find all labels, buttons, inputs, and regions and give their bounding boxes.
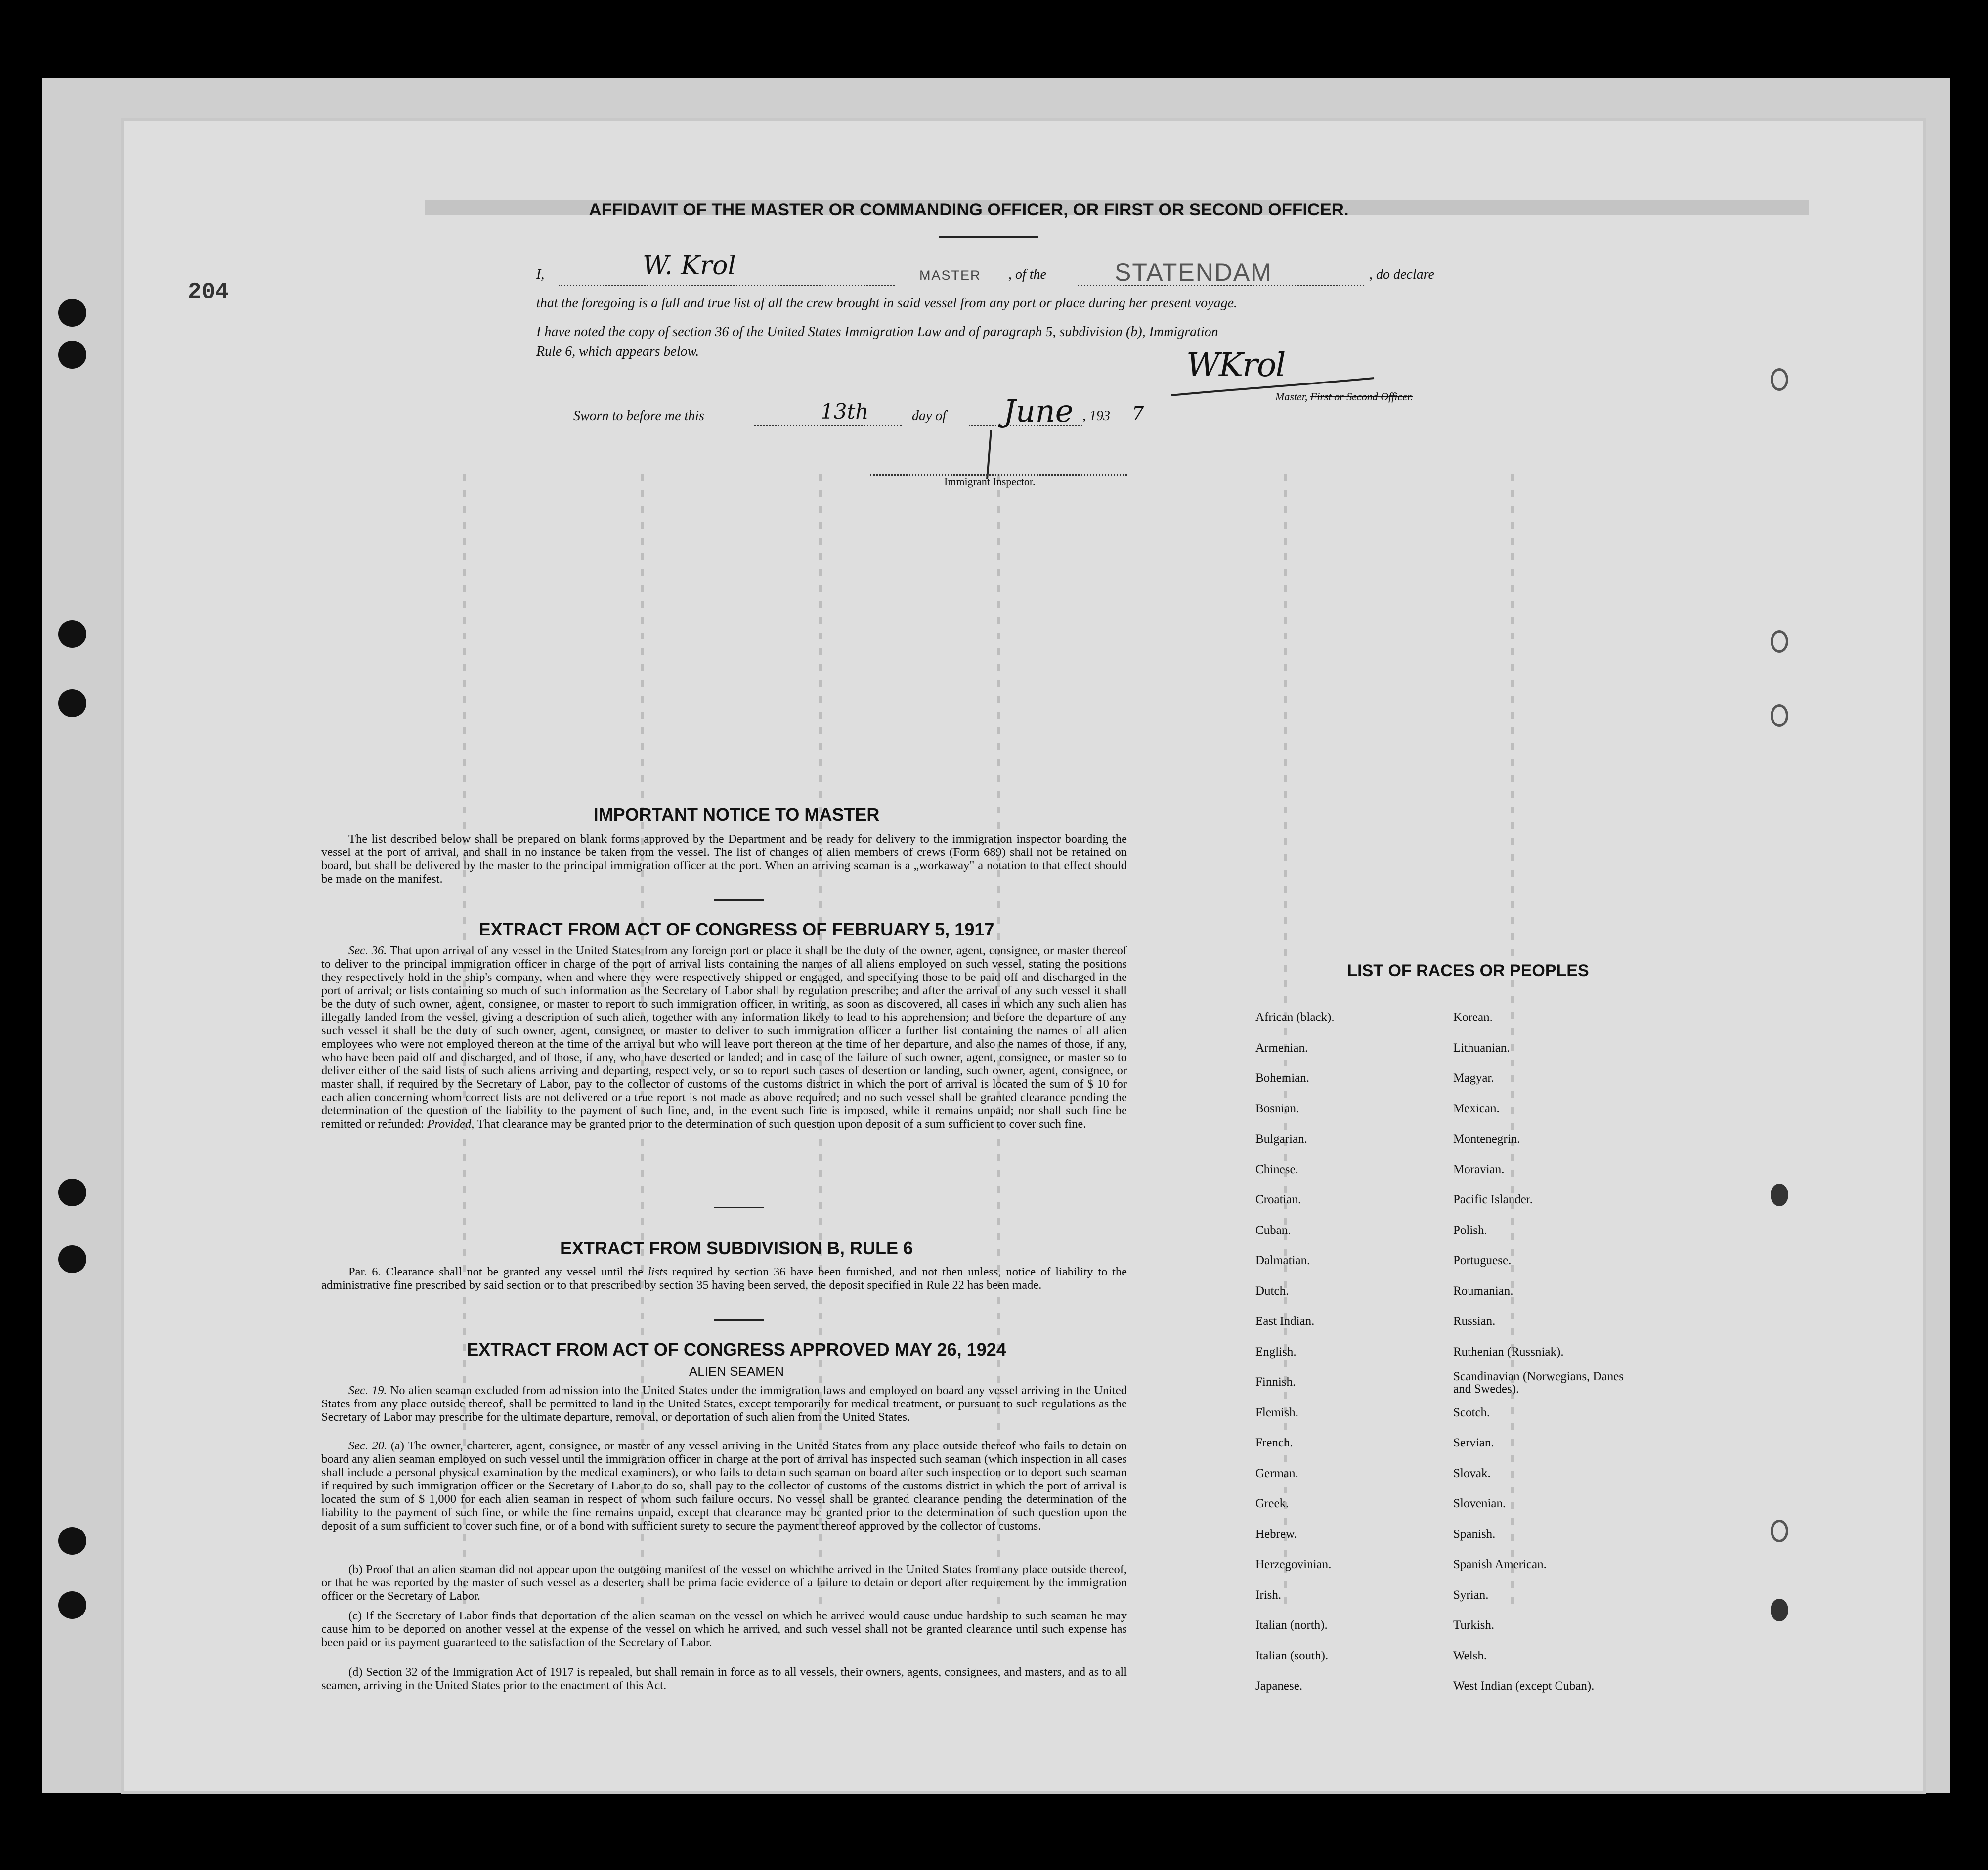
sec-19-label: Sec. 19. [348, 1384, 387, 1397]
signer-role-master: Master, [1275, 390, 1308, 403]
binder-hole [58, 1245, 86, 1273]
binder-hole [58, 689, 86, 717]
race-item: Magyar. [1453, 1071, 1494, 1085]
sec-20d-text: (d) Section 32 of the Immigration Act of 1917 is repealed, but shall remain in force as to all vessels, their owners, agents, consignees, and masters, and as to all seamen, arriving in the United States prior to the enactment of this Act. [321, 1665, 1127, 1692]
sworn-year-digit: 7 [1132, 403, 1144, 425]
race-item: Greek. [1255, 1497, 1289, 1510]
race-item: Pacific Islander. [1453, 1193, 1533, 1206]
race-item: Scandinavian (Norwegians, Danes and Swedes). [1453, 1370, 1624, 1396]
act-1924-heading: EXTRACT FROM ACT OF CONGRESS APPROVED MAY 26, 1924 [467, 1339, 1006, 1360]
race-item: Montenegrin. [1453, 1132, 1520, 1146]
binder-hole [58, 1591, 86, 1619]
race-item: West Indian (except Cuban). [1453, 1679, 1595, 1693]
race-item: Cuban. [1255, 1223, 1291, 1237]
race-item: Welsh. [1453, 1649, 1487, 1662]
race-item: Mexican. [1453, 1102, 1500, 1115]
of-the-text: , of the [1008, 267, 1046, 282]
race-item: Bosnian. [1255, 1102, 1299, 1115]
sec-36-body: That upon arrival of any vessel in the United States from any foreign port or place it shall be the duty of the owner, agent, consignee, or master thereof to deliver to the principal immigration officer in charge of the port of arrival lists containing the names of all aliens employed on such vessel, stating the positions they respectively hold in the ship's company, when and where they were respectively shipped or engaged, and specifying those to be paid off and discharged in the port of arrival; or lists containing so much of such information as the Secretary of Labor shall by regulation prescribe; and after the arrival of any such vessel it shall be the duty of such owner, agent, consignee, or master to report to such immigration officer, in writing, as soon as discovered, all cases in which any such alien has illegally landed from the vessel, giving a description of such alien, together with any information likely to lead to his apprehension; and before the departure of any such vessel it shall be the duty of such owner, agent, consignee, or master to deliver to such immigration officer a further list containing the names of all alien employees who were not employed thereon at the time of the arrival but who will leave port thereon at the time of her departure, and also the names of those, if any, who have been paid off and discharged, and of those, if any, who have deserted or landed; and in case of the failure of such owner, agent, consignee, or master so to deliver either of the said lists of such aliens arriving and departing, respectively, or so to report such cases of desertion or landing, such owner, agent, consignee, or master shall, if required by the Secretary of Labor, pay to the collector of customs of the customs district in which the port of arrival is located the sum of $ 10 for each alien concerning whom correct lists are not delivered or a true report is not made as above required; and no such vessel shall be granted clearance pending the determination of the question of the liability to the payment of such fine, and, in the event such fine is imposed, while it remains unpaid; nor shall such fine be remitted or refunded: [321, 944, 1127, 1131]
affidavit-line-4: Rule 6, which appears below. [536, 344, 699, 359]
race-item: Spanish American. [1453, 1558, 1547, 1571]
master-signature: WKrol [1186, 346, 1285, 384]
race-item: Flemish. [1255, 1405, 1298, 1419]
day-of-text: day of [912, 408, 947, 424]
binder-hole [58, 299, 86, 327]
race-item: Dutch. [1255, 1284, 1289, 1298]
rule-6-heading: EXTRACT FROM SUBDIVISION B, RULE 6 [560, 1238, 913, 1258]
race-item: Moravian. [1453, 1162, 1505, 1176]
binder-hole [58, 341, 86, 369]
race-item: Dalmatian. [1255, 1254, 1310, 1267]
race-item: Italian (south). [1255, 1649, 1329, 1662]
race-item: Slovak. [1453, 1466, 1491, 1480]
master-name-handwritten: W. Krol [643, 251, 736, 281]
signer-role-struck: First or Second Officer. [1310, 390, 1413, 403]
race-item: Armenian. [1255, 1041, 1308, 1055]
race-item: Turkish. [1453, 1618, 1495, 1632]
section-rule [714, 1207, 764, 1208]
affidavit-line-3: I have noted the copy of section 36 of the United States Immigration Law and of paragraph 5, subdivision (b), Immigration [536, 324, 1218, 340]
race-item: Portuguese. [1453, 1254, 1512, 1267]
race-item: Hebrew. [1255, 1527, 1297, 1541]
sec-20c-text: (c) If the Secretary of Labor finds that deportation of the alien seaman on the vessel on which he arrived would cause undue hardship to such seaman he may cause him to be deported on another vessel at the expense of the vessel on which he arrived, and such vessel shall not be granted clearance until such expense has been paid or its payment guaranteed to the satisfaction of the Secretary of Labor. [321, 1609, 1127, 1649]
race-item: Bulgarian. [1255, 1132, 1307, 1146]
rule-6-text-b: required by section 36 have been furnished, and not then unless, notice of liability to the administrative fine prescribed by said section or to that prescribed by section 35 having been served, the deposit specified in Rule 22 has been made. [321, 1265, 1127, 1292]
do-declare-text: , do declare [1369, 267, 1434, 282]
provided-body: That clearance may be granted prior to the determination of such question upon deposit of a sum sufficient to cover such fine. [477, 1117, 1086, 1131]
rule-6-lists: lists [648, 1265, 668, 1278]
act-1917-text [321, 944, 1127, 1131]
race-item: Irish. [1255, 1588, 1282, 1602]
sec-19-text [321, 1384, 1127, 1424]
race-item: Scotch. [1453, 1405, 1490, 1419]
sec-20a-body: (a) The owner, charterer, agent, consignee, or master of any vessel arriving in the United States from any place outside thereof who fails to detain on board any alien seaman employed on such vessel until the immigration officer in charge at the port of arrival has inspected such seaman (which inspection in all cases shall include a personal physical examination by the medical examiners), or who fails to detain such seaman on board after such inspection or to deport such seaman if required by such immigration officer or the Secretary of Labor to do so, shall pay to the collector of customs of the customs district in which the port of arrival is located the sum of $ 1,000 for each alien seaman in respect of whom such failure occurs. No vessel shall be granted clearance pending the determination of the liability to the payment of such fine, or while the fine remains unpaid, except that clearance may be granted prior to the determination of such question upon the deposit of a sum sufficient to cover such fine, or of a bond with sufficient surety to secure the payment thereof approved by the collector of customs. [321, 1439, 1127, 1532]
sec-19-body: No alien seaman excluded from admission into the United States under the immigration laws and employed on board any vessel arriving in the United States from any place outside thereof, shall be permitted to land in the United States, except temporarily for medical treatment, or pursuant to such regulations as the Secretary of Labor may prescribe for the ultimate departure, removal, or deportation of such alien from the United States. [321, 1384, 1127, 1424]
rank-stamp: MASTER [919, 268, 981, 283]
sworn-day: 13th [821, 399, 869, 424]
race-item: Polish. [1453, 1223, 1487, 1237]
race-item: Servian. [1453, 1436, 1494, 1449]
rule-6-text [321, 1265, 1127, 1292]
race-item: African (black). [1255, 1011, 1335, 1024]
races-heading: LIST OF RACES OR PEOPLES [1347, 961, 1589, 980]
race-item: Russian. [1453, 1315, 1496, 1328]
sec-20b-text: (b) Proof that an alien seaman did not appear upon the outgoing manifest of the vessel on which he arrived in the United States from any place outside thereof, or that he was reported by the master of such vessel as a deserter, shall be prima facie evidence of a failure to detain or deport after requirement by the immigration officer or the Secretary of Labor. [321, 1563, 1127, 1603]
sworn-year-prefix: , 193 [1082, 408, 1110, 424]
race-item: Croatian. [1255, 1193, 1301, 1206]
act-1924-subheading: ALIEN SEAMEN [689, 1364, 784, 1379]
declaration-line [536, 267, 544, 283]
notice-text: The list described below shall be prepared on blank forms approved by the Department and be ready for delivery to the immigration inspector boarding the vessel at the port of arrival, and shall in no instance be taken from the vessel. The list of changes of alien members of crews (Form 689) shall not be retained on board, but shall be delivered by the master to the principal immigration officer at the port. When an arriving seaman is a „workaway" a notation to that effect should be made on the manifest. [321, 832, 1127, 886]
inspector-label: Immigrant Inspector. [944, 475, 1036, 488]
race-item: German. [1255, 1466, 1298, 1480]
races-right-column [1453, 1011, 1700, 1702]
race-item: Italian (north). [1255, 1618, 1328, 1632]
affidavit-title: AFFIDAVIT OF THE MASTER OR COMMANDING OFFICER, OR FIRST OR SECOND OFFICER. [589, 200, 1349, 219]
ring-mark [1771, 368, 1788, 391]
race-item: Lithuanian. [1453, 1041, 1510, 1055]
affidavit-line-2: that the foregoing is a full and true list of all the crew brought in said vessel from any port or place during her present voyage. [536, 296, 1238, 311]
sworn-month: June [1003, 393, 1074, 429]
rule-6-text-a: Par. 6. Clearance shall not be granted any vessel until the [348, 1265, 644, 1278]
race-item: Bohemian. [1255, 1071, 1310, 1085]
section-rule [714, 899, 764, 901]
race-item: Herzegovinian. [1255, 1558, 1332, 1571]
binder-hole [58, 1179, 86, 1206]
vessel-stamp: STATENDAM [1115, 258, 1272, 286]
race-item: Finnish. [1255, 1375, 1296, 1389]
race-item: Syrian. [1453, 1588, 1489, 1602]
race-item: Chinese. [1255, 1162, 1298, 1176]
notice-heading: IMPORTANT NOTICE TO MASTER [593, 805, 880, 825]
sworn-prefix: Sworn to before me this [573, 408, 704, 424]
provided-label: Provided, [427, 1117, 475, 1131]
signer-role [1275, 390, 1413, 403]
race-item: Slovenian. [1453, 1497, 1506, 1510]
act-1917-heading: EXTRACT FROM ACT OF CONGRESS OF FEBRUARY 5, 1917 [478, 919, 994, 939]
section-rule [714, 1319, 764, 1321]
binder-hole [58, 620, 86, 648]
race-item: Ruthenian (Russniak). [1453, 1345, 1564, 1359]
race-item: English. [1255, 1345, 1297, 1359]
race-item: Spanish. [1453, 1527, 1496, 1541]
sec-20a-text [321, 1439, 1127, 1532]
sec-20-label: Sec. 20. [348, 1439, 388, 1452]
race-item: Korean. [1453, 1011, 1493, 1024]
sec-36-label: Sec. 36. [348, 944, 387, 957]
race-item: French. [1255, 1436, 1293, 1449]
race-item: East Indian. [1255, 1315, 1315, 1328]
page-number: 204 [188, 279, 229, 305]
title-rule [939, 236, 1038, 238]
declare-prefix: I, [536, 267, 545, 282]
inspector-blank [870, 460, 1127, 476]
race-item: Japanese. [1255, 1679, 1303, 1693]
race-item: Roumanian. [1453, 1284, 1513, 1298]
binder-hole [58, 1527, 86, 1555]
